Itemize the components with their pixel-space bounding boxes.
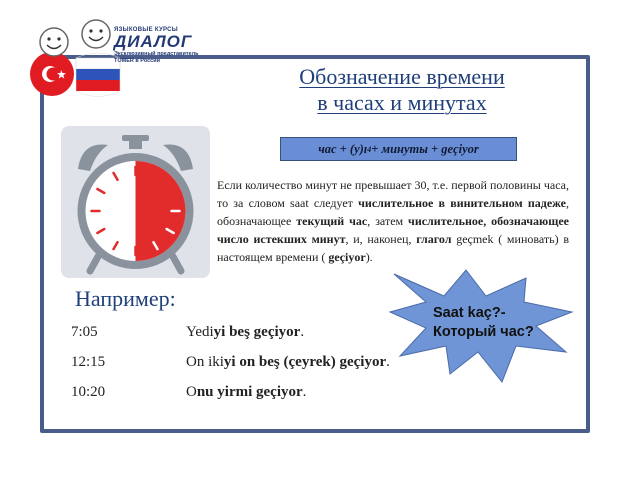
example-phrase (186, 354, 390, 371)
text-run: , обозначающее (217, 196, 570, 228)
example-time: 10:20 (71, 384, 106, 400)
title-line-1: Обозначение времени (299, 64, 505, 89)
page-title (262, 64, 542, 116)
bold-text: глагол (416, 232, 452, 246)
text-run: . (302, 384, 307, 400)
bold-text: geçiyor (328, 250, 366, 264)
rule-description (217, 176, 569, 266)
text-run: . (300, 324, 305, 340)
bold-text: числительное в винительном падеже (358, 196, 567, 210)
callout-line-2: Который час? (433, 324, 534, 340)
logo-sub-1: Эксклюзивный представитель (114, 51, 199, 57)
bold-text: yi beş geçiyor (213, 324, 301, 340)
example-phrase (186, 384, 306, 401)
example-time: 12:15 (71, 354, 106, 370)
text-run: , и, наконец, (345, 232, 417, 246)
text-run: geçmek ( миновать) в настоящем времени ( (217, 232, 569, 264)
logo-sub-2: TÖMER в России (114, 58, 160, 64)
formula-box (280, 137, 517, 161)
bold-text: nu yirmi geçiyor (196, 384, 303, 400)
text-run: . (386, 354, 390, 370)
examples-heading: Например: (75, 286, 176, 311)
text-run: On iki (186, 354, 224, 370)
text-run: ). (365, 250, 373, 264)
formula-part-1: час + (y)ı (318, 141, 368, 156)
callout-text (433, 304, 563, 342)
logo-caption: ЯЗЫКОВЫЕ КУРСЫ (114, 27, 178, 33)
bold-text: yi on beş (çeyrek) geçiyor (223, 354, 387, 370)
logo-brand: ДИАЛОГ (114, 32, 193, 51)
text-run: Yedi (186, 324, 214, 340)
formula-superscript: 4 (367, 144, 372, 154)
bold-text: числительное, обозначающее число истекших минут (217, 214, 569, 246)
title-line-2: в часах и минутах (317, 90, 487, 115)
text-run: , затем (367, 214, 409, 228)
alarm-clock-icon (58, 123, 213, 281)
example-phrase (186, 324, 304, 341)
formula-part-2: + минуты + geçiyor (371, 141, 479, 156)
callout-line-1: Saat kaç?- (433, 305, 506, 321)
bold-text: текущий час (296, 214, 368, 228)
text-run: O (186, 384, 197, 400)
logo-text (114, 27, 214, 65)
text-run: Если количество минут не превышает 30, т.е. первой половины часа, то за словом saat следует (217, 178, 569, 210)
example-time: 7:05 (71, 324, 98, 340)
